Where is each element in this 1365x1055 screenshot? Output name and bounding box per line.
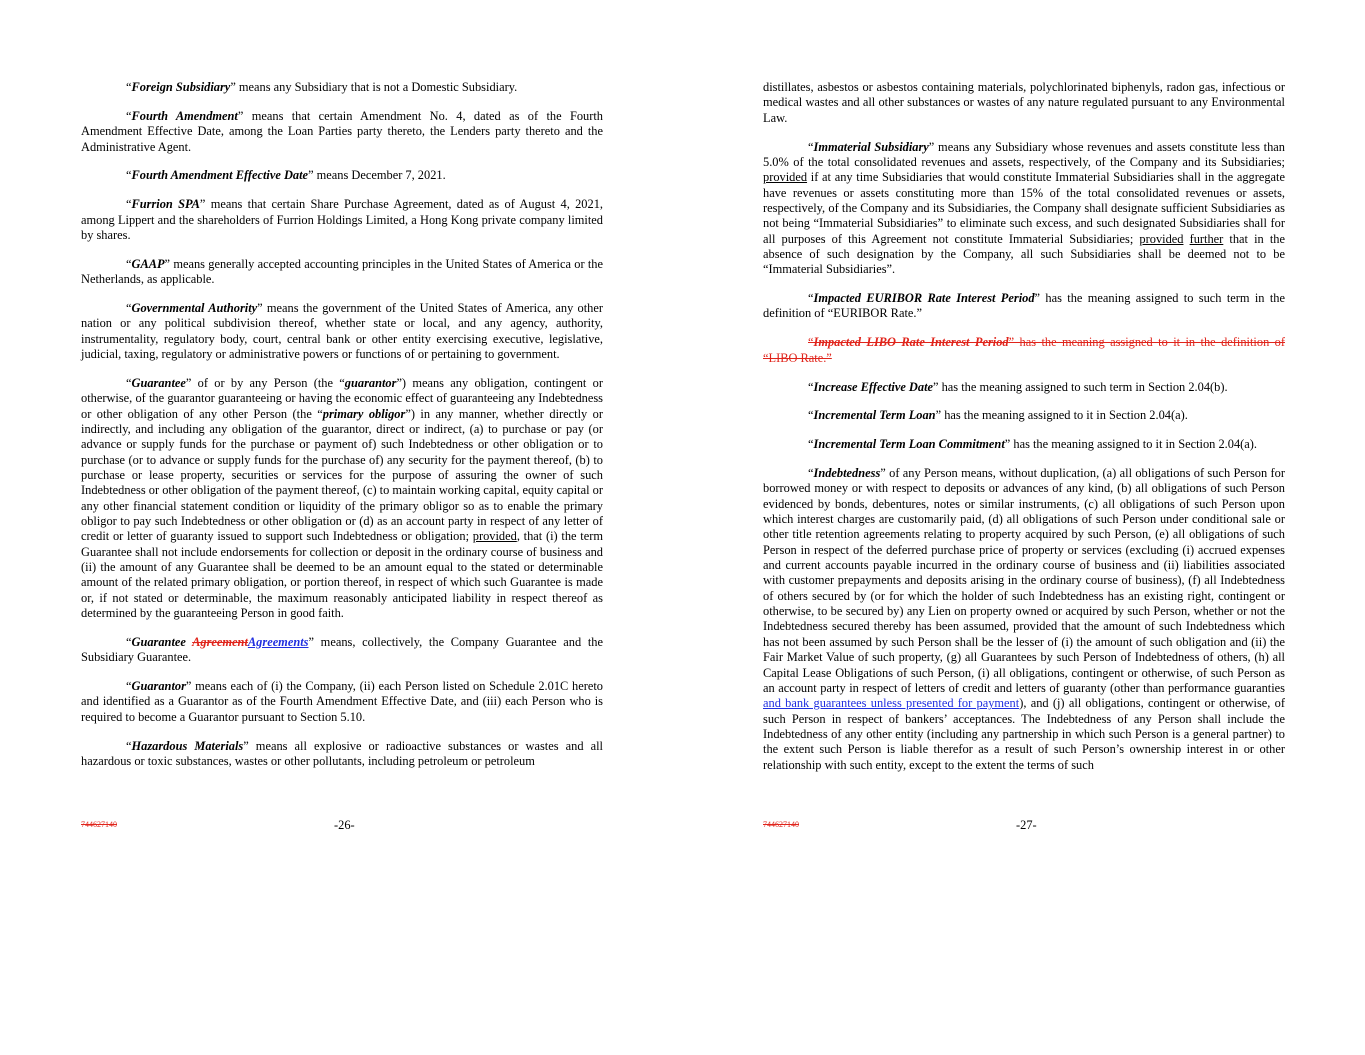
- inserted-text: Agreements: [247, 634, 309, 649]
- definition-paragraph: [763, 140, 1285, 278]
- text-run: ), and (j) all obligations, contingent or otherwise, of such Person in respect of bankers’ acceptances. The Indebtedness of any Person shall include the Indebtedness of any other entity (including any partnership in which such Person is a general partner) to the extent such Person is liable therefor as a result of such Person’s ownership interest in or other relationship with such entity, except to the extent the terms of such: [763, 696, 1285, 772]
- definition-paragraph: [763, 80, 1285, 126]
- text-run: “: [808, 408, 814, 423]
- definition-paragraph: [81, 376, 603, 622]
- text-run: ”) in any manner, whether directly or indirectly, and including any obligation of the guarantor, direct or indirect, (a) to purchase or pay (or advance or supply funds for the purchase or payment of) such Indebtedness or other obligation or to purchase (or to advance or supply funds for the purchase of) any security for the payment thereof, (b) to purchase or lease property, securities or services for the purpose of assuring the owner of such Indebtedness or other obligation of the payment thereof, (c) to maintain working capital, equity capital or any other financial statement condition or liquidity of the primary obligor so as to enable the primary obligor to pay such Indebtedness or other obligation or (d) as an account party in respect of any letter of credit or letter of guaranty issued to support such Indebtedness or obligation;: [81, 406, 603, 544]
- definition-paragraph: [81, 635, 603, 666]
- text-run: ” of any Person means, without duplication, (a) all obligations of such Person for borrowed money or with respect to deposits or advances of any kind, (b) all obligations of such Person evidenced by bonds, debentures, notes or similar instruments, (c) all obligations of such Person upon which interest charges are customarily paid, (d) all obligations of such Person under conditional sale or other title retention agreements relating to property acquired by such Person, (e) all obligations of such Person in respect of the deferred purchase price of property or services (excluding (i) accrued expenses and current accounts payable incurred in the ordinary course of business and (ii) liabilities associated with customer prepayments and deposits arising in the ordinary course of business), (f) all Indebtedness of others secured by (or for which the holder of such Indebtedness has an existing right, contingent or otherwise, to be secured by) any Lien on property owned or acquired by such Person, whether or not the Indebtedness secured thereby has been assumed, provided that the amount of such Indebtedness which has not been assumed by such Person shall be the lesser of (i) the amount of such obligation and (ii) the Fair Market Value of such property, (g) all Guarantees by such Person of Indebtedness of others, (h) all Capital Lease Obligations of such Person, (i) all obligations, contingent or otherwise, of such Person as an account party in respect of letters of credit and letters of guaranty (other than performance guaranties: [763, 466, 1285, 695]
- defined-term: Foreign Subsidiary: [131, 80, 231, 94]
- text-run: ” means all explosive or radioactive substances or wastes and all hazardous or toxic substances, wastes or other pollutants, including petroleum or petroleum: [81, 738, 603, 768]
- text-run: “: [126, 634, 132, 649]
- text-run: “: [126, 679, 132, 693]
- text-run: “: [808, 291, 814, 306]
- defined-term: Fourth Amendment: [131, 108, 238, 123]
- document-id: 744627140: [763, 820, 799, 829]
- text-run: , that (i) the term Guarantee shall not include endorsements for collection or deposit in the ordinary course of business and (ii) the amount of any Guarantee shall be deemed to be an amount equal to the stated or determinable amount of the related primary obligation, or portion thereof, in respect of which such Guarantee is made or, if not stated or determinable, the maximum reasonably anticipated liability in respect thereof as determined by the guaranteeing Person in good faith.: [81, 529, 603, 620]
- text-run: “: [126, 375, 132, 390]
- defined-term: Guarantee: [131, 634, 193, 649]
- inserted-text: and bank guarantees unless presented for payment: [763, 696, 1020, 711]
- left-page-body: [81, 80, 603, 769]
- definition-paragraph: [763, 335, 1285, 366]
- defined-term: Guarantee: [131, 375, 186, 390]
- defined-term: Governmental Authority: [131, 300, 258, 315]
- underlined-text: further: [1189, 231, 1224, 246]
- text-run: ” has the meaning assigned to it in Section 2.04(a).: [1004, 437, 1258, 452]
- text-run: ”) means any obligation, contingent or otherwise, of the guarantor guaranteeing or having the economic effect of guaranteeing any Indebtedness or other obligation of any other Person (the “: [81, 375, 603, 421]
- deleted-text: “: [808, 335, 814, 350]
- text-run: distillates, asbestos or asbestos containing materials, polychlorinated biphenyls, radon gas, infectious or medical wastes and all other substances or wastes of any nature regulated pursuant to any Environmental Law.: [763, 80, 1285, 125]
- definition-paragraph: [81, 80, 603, 95]
- definition-paragraph: [763, 466, 1285, 773]
- text-run: ” means each of (i) the Company, (ii) each Person listed on Schedule 2.01C hereto and identified as a Guarantor as of the Fourth Amendment Effective Date, and (iii) each Person who is required to become a Guarantor pursuant to Section 5.10.: [81, 679, 603, 724]
- text-run: ” means any Subsidiary that is not a Domestic Subsidiary.: [230, 80, 518, 94]
- definition-paragraph: [81, 257, 603, 288]
- text-run: ” means, collectively, the Company Guarantee and the Subsidiary Guarantee.: [81, 634, 604, 665]
- underlined-text: provided: [763, 170, 808, 185]
- definition-paragraph: [81, 301, 603, 362]
- text-run: “: [808, 139, 814, 154]
- text-run: “: [126, 197, 132, 212]
- defined-term: Hazardous Materials: [131, 738, 244, 753]
- underlined-text: provided: [472, 529, 517, 544]
- text-run: “: [126, 108, 132, 123]
- definition-paragraph: [763, 380, 1285, 395]
- defined-term: GAAP: [131, 256, 165, 271]
- text-run: “: [126, 300, 132, 315]
- defined-term: Incremental Term Loan Commitment: [813, 437, 1005, 452]
- text-run: ” means the government of the United States of America, any other nation or any political subdivision thereof, whether state or local, and any agency, authority, instrumentality, regulatory body, court, central bank or other entity exercising executive, legislative, judicial, taxing, regulatory or administrative powers or functions of or pertaining to government.: [81, 300, 603, 361]
- right-page-body: [763, 80, 1285, 773]
- text-run: that in the absence of such designation by the Company, all such Subsidiaries shall be deemed not to be “Immaterial Subsidiaries”.: [763, 231, 1286, 277]
- defined-term: guarantor: [344, 375, 397, 390]
- text-run: ” means that certain Share Purchase Agreement, dated as of August 4, 2021, among Lippert and the shareholders of Furrion Holdings Limited, a Hong Kong private company limited by shares.: [81, 197, 603, 242]
- text-run: “: [126, 256, 132, 271]
- defined-term: primary obligor: [322, 406, 406, 421]
- text-run: ” of or by any Person (the “: [185, 375, 345, 390]
- definition-paragraph: [81, 197, 603, 243]
- text-run: if at any time Subsidiaries that would constitute Immaterial Subsidiaries shall in the aggregate have revenues or assets constituting more than 15% of the total consolidated revenues or assets, respectively, of the Company and its Subsidiaries, the Company shall designate sufficient Subsidiaries as not being “Immaterial Subsidiaries” to eliminate such excess, and such designated Subsidiaries shall for all purposes of this Agreement not constitute Immaterial Subsidiaries;: [763, 170, 1285, 246]
- document-id: 744627140: [81, 820, 117, 829]
- underlined-text: provided: [1139, 231, 1184, 246]
- defined-term: Fourth Amendment Effective Date: [131, 168, 309, 183]
- right-page: [763, 80, 1285, 786]
- defined-term: Increase Effective Date: [813, 379, 934, 394]
- text-run: ” has the meaning assigned to such term in Section 2.04(b).: [933, 379, 1228, 394]
- text-run: “: [126, 80, 132, 94]
- defined-term: Immaterial Subsidiary: [813, 139, 929, 154]
- definition-paragraph: [81, 168, 603, 183]
- text-run: ” has the meaning assigned to such term in the definition of “EURIBOR Rate.”: [763, 291, 1285, 321]
- page-number: -26-: [334, 818, 355, 832]
- defined-term: Impacted EURIBOR Rate Interest Period: [813, 291, 1035, 306]
- text-run: “: [808, 437, 814, 452]
- deleted-text: Impacted LIBO Rate Interest Period: [813, 335, 1009, 350]
- text-run: ” means December 7, 2021.: [308, 168, 446, 183]
- deleted-text: ” has the meaning assigned to it in the definition of “LIBO Rate.”: [763, 335, 1285, 365]
- deleted-text: Agreement: [192, 634, 248, 649]
- defined-term: Indebtedness: [813, 466, 881, 481]
- defined-term: Guarantor: [131, 679, 186, 693]
- definition-paragraph: [763, 437, 1285, 452]
- definition-paragraph: [763, 408, 1285, 423]
- defined-term: Incremental Term Loan: [813, 408, 936, 423]
- text-run: “: [808, 379, 814, 394]
- text-run: “: [126, 738, 132, 753]
- text-run: “: [808, 466, 814, 481]
- text-run: ” means any Subsidiary whose revenues and assets constitute less than 5.0% of the total consolidated revenues and assets, respectively, of the Company and its Subsidiaries;: [763, 139, 1285, 169]
- text-run: ” means that certain Amendment No. 4, dated as of the Fourth Amendment Effective Date, among the Loan Parties party thereto, the Lenders party thereto and the Administrative Agent.: [81, 108, 603, 154]
- definition-paragraph: [81, 739, 603, 770]
- defined-term: Furrion SPA: [131, 197, 200, 212]
- definition-paragraph: [81, 109, 603, 155]
- definition-paragraph: [81, 679, 603, 725]
- text-run: “: [126, 168, 132, 183]
- left-page: [81, 80, 603, 783]
- definition-paragraph: [763, 291, 1285, 322]
- text-run: ” has the meaning assigned to it in Section 2.04(a).: [935, 408, 1188, 423]
- text-run: ” means generally accepted accounting principles in the United States of America or the Netherlands, as applicable.: [81, 256, 603, 287]
- page-number: -27-: [1016, 818, 1037, 832]
